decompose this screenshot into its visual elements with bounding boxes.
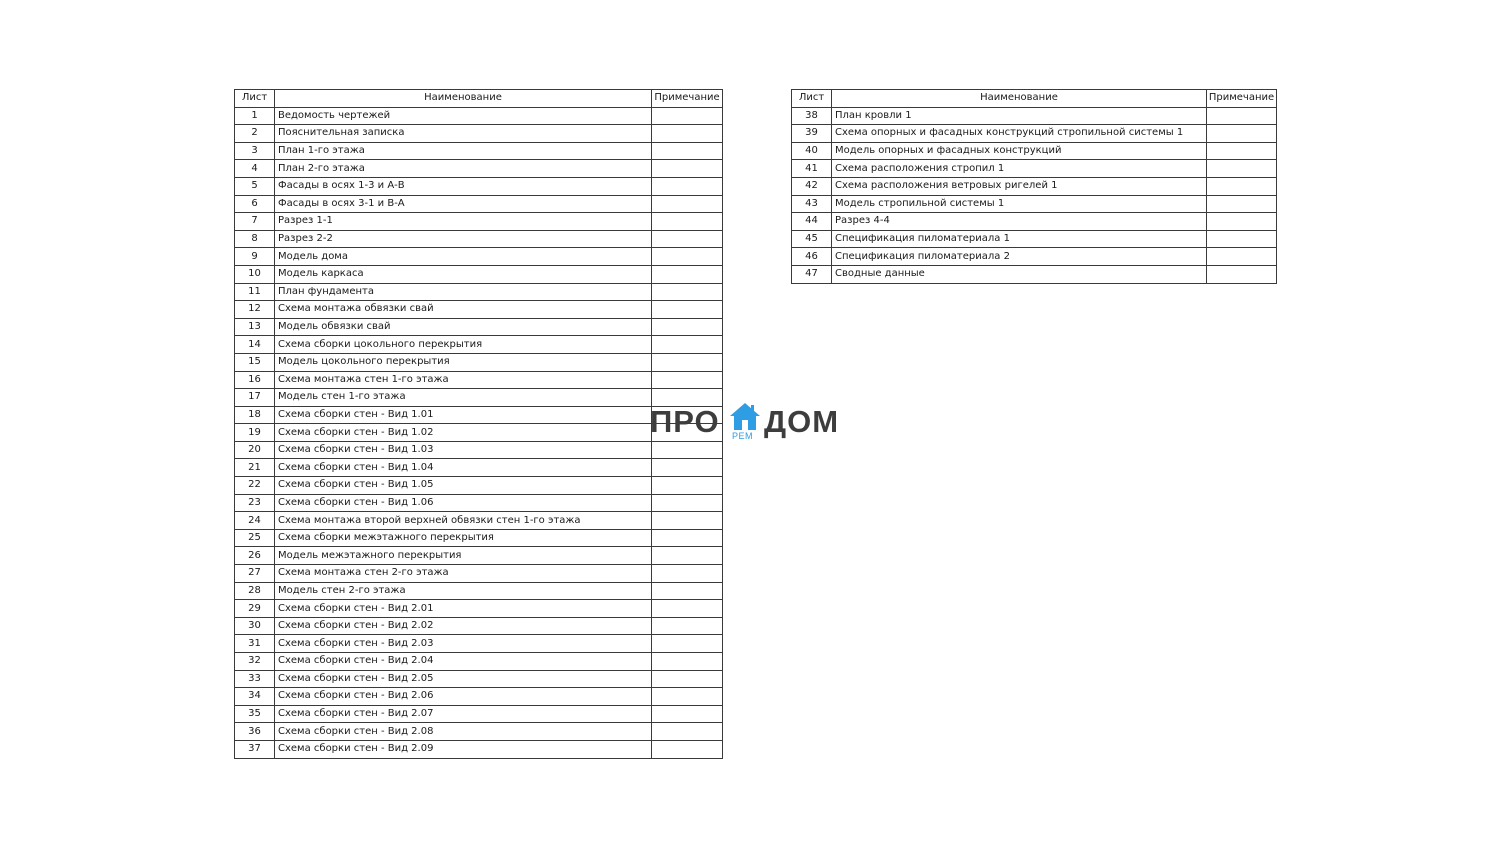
- drawing-name: Модель обвязки свай: [275, 318, 652, 336]
- table-header-row: [235, 90, 723, 108]
- table-row: [235, 301, 723, 319]
- sheet-number: 43: [792, 195, 832, 213]
- drawing-name: Модель цокольного перекрытия: [275, 353, 652, 371]
- note-cell: [652, 635, 723, 653]
- note-cell: [1207, 213, 1277, 231]
- note-cell: [652, 705, 723, 723]
- table-row: [235, 565, 723, 583]
- drawing-name: Схема сборки стен - Вид 2.01: [275, 600, 652, 618]
- table-row: [235, 107, 723, 125]
- note-cell: [652, 371, 723, 389]
- table-row: [235, 529, 723, 547]
- drawing-name: Схема сборки стен - Вид 1.06: [275, 494, 652, 512]
- drawing-name: Схема сборки стен - Вид 2.05: [275, 670, 652, 688]
- drawing-name: Схема сборки стен - Вид 1.02: [275, 424, 652, 442]
- table-row: [235, 477, 723, 495]
- table-row: [792, 142, 1277, 160]
- drawing-name: Сводные данные: [832, 265, 1207, 283]
- note-cell: [652, 688, 723, 706]
- note-cell: [652, 477, 723, 495]
- note-cell: [652, 301, 723, 319]
- sheet-number: 26: [235, 547, 275, 565]
- sheet-number: 41: [792, 160, 832, 178]
- sheet-number: 12: [235, 301, 275, 319]
- table-row: [235, 459, 723, 477]
- drawing-name: Схема сборки стен - Вид 1.03: [275, 441, 652, 459]
- table-row: [235, 617, 723, 635]
- sheet-number: 36: [235, 723, 275, 741]
- note-cell: [652, 318, 723, 336]
- sheet-number: 42: [792, 177, 832, 195]
- note-cell: [652, 512, 723, 530]
- table-row: [235, 230, 723, 248]
- sheet-number: 17: [235, 389, 275, 407]
- note-cell: [652, 283, 723, 301]
- table-row: [235, 318, 723, 336]
- sheet-number: 44: [792, 213, 832, 231]
- sheet-number: 1: [235, 107, 275, 125]
- drawing-name: План кровли 1: [832, 107, 1207, 125]
- note-cell: [652, 565, 723, 583]
- note-cell: [652, 230, 723, 248]
- sheet-number: 2: [235, 125, 275, 143]
- drawing-name: Схема сборки стен - Вид 2.09: [275, 740, 652, 758]
- drawing-name: Ведомость чертежей: [275, 107, 652, 125]
- sheet-number: 10: [235, 265, 275, 283]
- note-cell: [1207, 177, 1277, 195]
- table-row: [235, 494, 723, 512]
- drawing-name: Разрез 1-1: [275, 213, 652, 231]
- note-cell: [652, 653, 723, 671]
- drawing-name: План 2-го этажа: [275, 160, 652, 178]
- drawing-name: Схема сборки стен - Вид 1.04: [275, 459, 652, 477]
- note-cell: [652, 547, 723, 565]
- sheet-number: 3: [235, 142, 275, 160]
- note-cell: [652, 177, 723, 195]
- sheet-number: 4: [235, 160, 275, 178]
- sheet-number: 34: [235, 688, 275, 706]
- header-sheet: Лист: [792, 90, 832, 108]
- table-row: [235, 125, 723, 143]
- note-cell: [652, 529, 723, 547]
- table-row: [235, 635, 723, 653]
- note-cell: [652, 670, 723, 688]
- table-row: [235, 705, 723, 723]
- drawing-name: Спецификация пиломатериала 2: [832, 248, 1207, 266]
- sheet-number: 30: [235, 617, 275, 635]
- note-cell: [652, 142, 723, 160]
- note-cell: [1207, 195, 1277, 213]
- sheet-number: 21: [235, 459, 275, 477]
- sheet-number: 32: [235, 653, 275, 671]
- note-cell: [652, 195, 723, 213]
- note-cell: [652, 248, 723, 266]
- table-row: [792, 213, 1277, 231]
- table-row: [235, 512, 723, 530]
- table-row: [792, 125, 1277, 143]
- sheet-number: 20: [235, 441, 275, 459]
- sheet-number: 22: [235, 477, 275, 495]
- header-name: Наименование: [832, 90, 1207, 108]
- drawing-name: Модель стен 1-го этажа: [275, 389, 652, 407]
- drawing-name: Фасады в осях 1-3 и А-В: [275, 177, 652, 195]
- note-cell: [652, 213, 723, 231]
- table-row: [235, 265, 723, 283]
- note-cell: [652, 494, 723, 512]
- table-row: [235, 160, 723, 178]
- sheet-number: 38: [792, 107, 832, 125]
- table-row: [235, 371, 723, 389]
- drawing-name: Модель стен 2-го этажа: [275, 582, 652, 600]
- table-row: [792, 195, 1277, 213]
- header-note: Примечание: [1207, 90, 1277, 108]
- sheet-number: 28: [235, 582, 275, 600]
- header-sheet: Лист: [235, 90, 275, 108]
- drawing-name: Схема расположения ветровых ригелей 1: [832, 177, 1207, 195]
- table-row: [235, 600, 723, 618]
- table-row: [235, 688, 723, 706]
- table-row: [792, 230, 1277, 248]
- note-cell: [652, 107, 723, 125]
- drawing-name: Схема сборки цокольного перекрытия: [275, 336, 652, 354]
- drawing-name: Схема сборки стен - Вид 2.07: [275, 705, 652, 723]
- note-cell: [652, 125, 723, 143]
- drawing-name: Схема сборки стен - Вид 2.02: [275, 617, 652, 635]
- drawing-name: Модель каркаса: [275, 265, 652, 283]
- drawing-name: Схема сборки стен - Вид 2.08: [275, 723, 652, 741]
- table-row: [235, 723, 723, 741]
- sheet-number: 39: [792, 125, 832, 143]
- drawing-name: Схема монтажа второй верхней обвязки стен 1-го этажа: [275, 512, 652, 530]
- table-row: [235, 653, 723, 671]
- drawing-name: Спецификация пиломатериала 1: [832, 230, 1207, 248]
- note-cell: [1207, 125, 1277, 143]
- note-cell: [1207, 160, 1277, 178]
- drawing-name: План 1-го этажа: [275, 142, 652, 160]
- sheet-number: 18: [235, 406, 275, 424]
- logo-sub: РЕМ: [732, 431, 754, 441]
- table-row: [235, 582, 723, 600]
- drawing-name: Схема расположения стропил 1: [832, 160, 1207, 178]
- sheet-number: 11: [235, 283, 275, 301]
- logo-word-left: ПРО: [650, 404, 720, 439]
- table-row: [792, 248, 1277, 266]
- sheet-number: 16: [235, 371, 275, 389]
- logo-word-right: ДОМ: [764, 404, 840, 439]
- drawing-name: Модель опорных и фасадных конструкций: [832, 142, 1207, 160]
- note-cell: [652, 336, 723, 354]
- note-cell: [652, 265, 723, 283]
- sheet-number: 31: [235, 635, 275, 653]
- note-cell: [652, 600, 723, 618]
- drawing-name: Схема монтажа стен 1-го этажа: [275, 371, 652, 389]
- table-row: [235, 670, 723, 688]
- sheet-number: 19: [235, 424, 275, 442]
- note-cell: [1207, 230, 1277, 248]
- sheet-number: 6: [235, 195, 275, 213]
- sheet-number: 27: [235, 565, 275, 583]
- note-cell: [1207, 248, 1277, 266]
- drawing-name: Пояснительная записка: [275, 125, 652, 143]
- drawing-name: Модель стропильной системы 1: [832, 195, 1207, 213]
- drawing-name: Схема монтажа стен 2-го этажа: [275, 565, 652, 583]
- drawing-name: Фасады в осях 3-1 и В-А: [275, 195, 652, 213]
- table-row: [235, 142, 723, 160]
- drawing-name: План фундамента: [275, 283, 652, 301]
- drawing-name: Разрез 4-4: [832, 213, 1207, 231]
- note-cell: [1207, 265, 1277, 283]
- house-icon: [729, 402, 761, 432]
- sheet-number: 29: [235, 600, 275, 618]
- sheet-number: 25: [235, 529, 275, 547]
- sheet-number: 47: [792, 265, 832, 283]
- sheet-number: 24: [235, 512, 275, 530]
- note-cell: [652, 160, 723, 178]
- drawing-name: Схема монтажа обвязки свай: [275, 301, 652, 319]
- sheet-number: 15: [235, 353, 275, 371]
- table-row: [235, 248, 723, 266]
- note-cell: [652, 459, 723, 477]
- note-cell: [652, 723, 723, 741]
- drawing-name: Схема сборки межэтажного перекрытия: [275, 529, 652, 547]
- header-name: Наименование: [275, 90, 652, 108]
- note-cell: [1207, 107, 1277, 125]
- note-cell: [652, 353, 723, 371]
- sheet-number: 7: [235, 213, 275, 231]
- note-cell: [652, 740, 723, 758]
- sheet-number: 37: [235, 740, 275, 758]
- watermark-logo: [650, 400, 850, 446]
- drawing-name: Разрез 2-2: [275, 230, 652, 248]
- table-row: [792, 160, 1277, 178]
- table-row: [792, 265, 1277, 283]
- note-cell: [652, 617, 723, 635]
- sheet-number: 46: [792, 248, 832, 266]
- sheet-number: 9: [235, 248, 275, 266]
- table-row: [235, 195, 723, 213]
- drawing-name: Модель дома: [275, 248, 652, 266]
- sheet-number: 33: [235, 670, 275, 688]
- table-row: [235, 213, 723, 231]
- sheet-number: 8: [235, 230, 275, 248]
- table-row: [235, 353, 723, 371]
- sheet-number: 23: [235, 494, 275, 512]
- header-note: Примечание: [652, 90, 723, 108]
- table-row: [235, 547, 723, 565]
- table-row: [235, 283, 723, 301]
- sheet-number: 5: [235, 177, 275, 195]
- sheet-number: 45: [792, 230, 832, 248]
- drawing-name: Схема опорных и фасадных конструкций стропильной системы 1: [832, 125, 1207, 143]
- table-row: [792, 107, 1277, 125]
- drawing-name: Схема сборки стен - Вид 2.04: [275, 653, 652, 671]
- drawings-list-table-2: [791, 89, 1277, 284]
- table-row: [792, 177, 1277, 195]
- sheet-number: 13: [235, 318, 275, 336]
- drawing-name: Схема сборки стен - Вид 2.06: [275, 688, 652, 706]
- sheet-number: 14: [235, 336, 275, 354]
- table-row: [235, 336, 723, 354]
- drawing-name: Модель межэтажного перекрытия: [275, 547, 652, 565]
- drawing-name: Схема сборки стен - Вид 1.05: [275, 477, 652, 495]
- note-cell: [1207, 142, 1277, 160]
- drawing-name: Схема сборки стен - Вид 1.01: [275, 406, 652, 424]
- table-header-row: [792, 90, 1277, 108]
- sheet-number: 35: [235, 705, 275, 723]
- table-row: [235, 740, 723, 758]
- table-row: [235, 177, 723, 195]
- sheet-number: 40: [792, 142, 832, 160]
- note-cell: [652, 582, 723, 600]
- drawing-name: Схема сборки стен - Вид 2.03: [275, 635, 652, 653]
